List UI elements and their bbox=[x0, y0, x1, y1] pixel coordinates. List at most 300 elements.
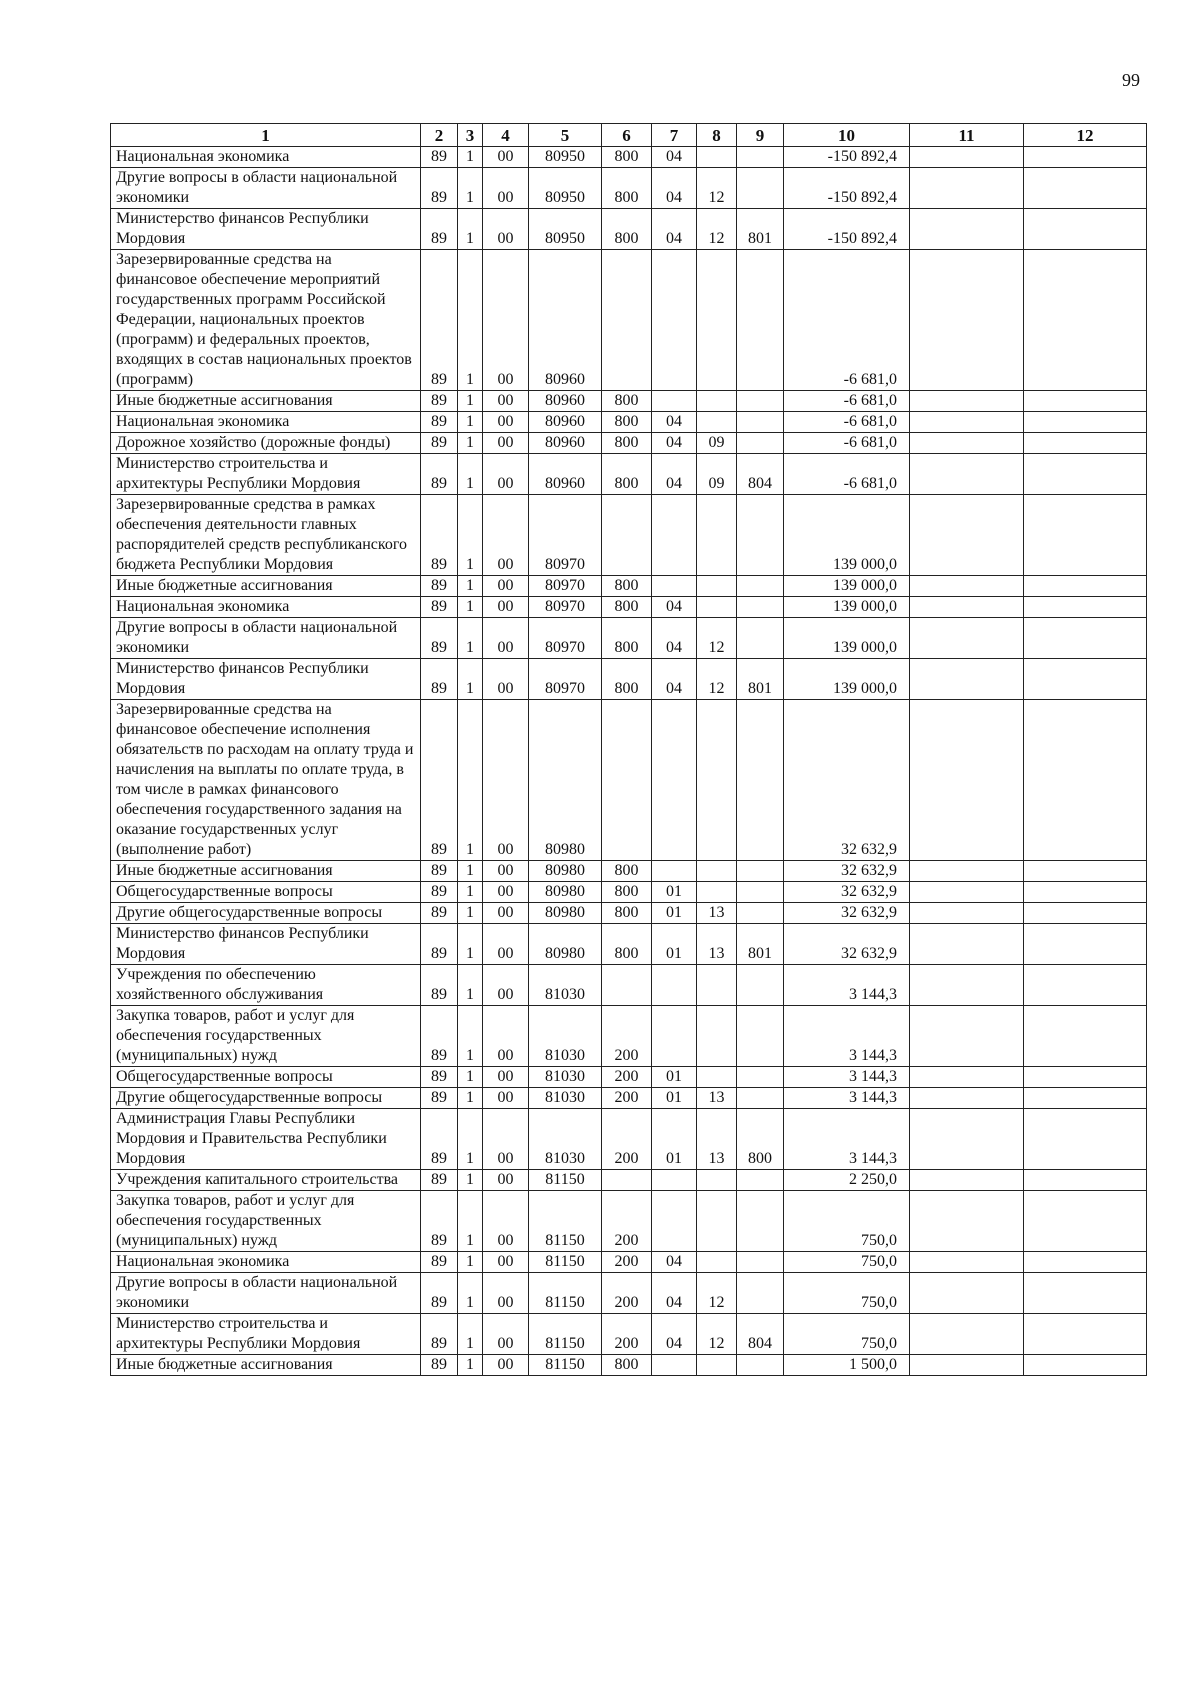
row-code-cell: 89 bbox=[421, 209, 458, 250]
row-code-cell: 80980 bbox=[529, 861, 602, 882]
row-amount: -150 892,4 bbox=[784, 168, 910, 209]
row-description: Министерство строительства и архитектуры Республики Мордовия bbox=[111, 1314, 421, 1355]
row-code-cell bbox=[737, 1273, 784, 1314]
row-code-cell bbox=[910, 700, 1024, 861]
row-code-cell: 1 bbox=[458, 882, 483, 903]
row-code-cell: 1 bbox=[458, 903, 483, 924]
column-header-10: 10 bbox=[784, 124, 910, 147]
row-description: Министерство финансов Республики Мордовия bbox=[111, 209, 421, 250]
row-code-cell: 800 bbox=[602, 576, 652, 597]
row-amount: 750,0 bbox=[784, 1273, 910, 1314]
row-code-cell: 89 bbox=[421, 250, 458, 391]
row-code-cell bbox=[697, 861, 737, 882]
row-code-cell: 81030 bbox=[529, 1006, 602, 1067]
row-code-cell: 89 bbox=[421, 412, 458, 433]
row-code-cell: 00 bbox=[483, 250, 529, 391]
row-amount: 139 000,0 bbox=[784, 576, 910, 597]
row-code-cell bbox=[737, 903, 784, 924]
row-code-cell: 89 bbox=[421, 1355, 458, 1376]
row-code-cell: 800 bbox=[602, 618, 652, 659]
row-code-cell bbox=[737, 391, 784, 412]
table-body bbox=[111, 147, 1147, 1376]
row-code-cell: 00 bbox=[483, 903, 529, 924]
row-amount: 3 144,3 bbox=[784, 1006, 910, 1067]
row-code-cell: 89 bbox=[421, 147, 458, 168]
table-row bbox=[111, 412, 1147, 433]
table-row bbox=[111, 1191, 1147, 1252]
row-code-cell bbox=[652, 495, 697, 576]
row-description: Иные бюджетные ассигнования bbox=[111, 576, 421, 597]
row-code-cell: 80960 bbox=[529, 454, 602, 495]
table-row bbox=[111, 391, 1147, 412]
row-code-cell: 04 bbox=[652, 1314, 697, 1355]
row-description: Иные бюджетные ассигнования bbox=[111, 861, 421, 882]
column-header-11: 11 bbox=[910, 124, 1024, 147]
row-code-cell bbox=[1024, 1109, 1147, 1170]
row-code-cell bbox=[697, 965, 737, 1006]
row-description: Национальная экономика bbox=[111, 412, 421, 433]
row-code-cell: 00 bbox=[483, 1006, 529, 1067]
row-code-cell bbox=[1024, 495, 1147, 576]
row-code-cell: 800 bbox=[602, 147, 652, 168]
row-code-cell: 89 bbox=[421, 1170, 458, 1191]
row-code-cell bbox=[697, 597, 737, 618]
table-row bbox=[111, 1170, 1147, 1191]
row-code-cell: 804 bbox=[737, 1314, 784, 1355]
row-code-cell bbox=[737, 1191, 784, 1252]
row-code-cell bbox=[910, 597, 1024, 618]
row-code-cell: 01 bbox=[652, 1088, 697, 1109]
row-code-cell bbox=[1024, 882, 1147, 903]
row-code-cell: 89 bbox=[421, 861, 458, 882]
row-code-cell bbox=[737, 168, 784, 209]
row-code-cell: 1 bbox=[458, 147, 483, 168]
row-code-cell: 800 bbox=[602, 659, 652, 700]
row-code-cell: 89 bbox=[421, 454, 458, 495]
table-row bbox=[111, 1067, 1147, 1088]
row-code-cell: 801 bbox=[737, 209, 784, 250]
row-code-cell: 1 bbox=[458, 1191, 483, 1252]
row-code-cell: 800 bbox=[737, 1109, 784, 1170]
row-code-cell bbox=[1024, 250, 1147, 391]
row-code-cell: 81150 bbox=[529, 1252, 602, 1273]
row-description: Учреждения капитального строительства bbox=[111, 1170, 421, 1191]
row-code-cell bbox=[910, 495, 1024, 576]
row-code-cell: 00 bbox=[483, 168, 529, 209]
row-code-cell: 04 bbox=[652, 1252, 697, 1273]
table-row bbox=[111, 209, 1147, 250]
row-code-cell: 1 bbox=[458, 1067, 483, 1088]
row-code-cell bbox=[697, 412, 737, 433]
row-code-cell bbox=[910, 250, 1024, 391]
row-code-cell: 89 bbox=[421, 1191, 458, 1252]
row-code-cell: 89 bbox=[421, 1088, 458, 1109]
column-header-7: 7 bbox=[652, 124, 697, 147]
row-code-cell: 800 bbox=[602, 433, 652, 454]
column-header-8: 8 bbox=[697, 124, 737, 147]
row-code-cell bbox=[910, 882, 1024, 903]
row-amount: -6 681,0 bbox=[784, 412, 910, 433]
row-code-cell bbox=[652, 965, 697, 1006]
row-code-cell bbox=[652, 1355, 697, 1376]
row-amount: 32 632,9 bbox=[784, 924, 910, 965]
row-code-cell bbox=[910, 1006, 1024, 1067]
row-code-cell: 00 bbox=[483, 1252, 529, 1273]
row-code-cell: 01 bbox=[652, 1067, 697, 1088]
row-amount: -6 681,0 bbox=[784, 433, 910, 454]
row-code-cell bbox=[737, 1355, 784, 1376]
column-header-2: 2 bbox=[421, 124, 458, 147]
row-description: Общегосударственные вопросы bbox=[111, 1067, 421, 1088]
row-code-cell bbox=[910, 659, 1024, 700]
table-row bbox=[111, 1314, 1147, 1355]
row-code-cell: 00 bbox=[483, 965, 529, 1006]
row-code-cell bbox=[737, 250, 784, 391]
row-code-cell: 00 bbox=[483, 1170, 529, 1191]
row-code-cell: 00 bbox=[483, 1088, 529, 1109]
table-row bbox=[111, 250, 1147, 391]
row-code-cell: 200 bbox=[602, 1191, 652, 1252]
row-code-cell bbox=[697, 1355, 737, 1376]
row-code-cell: 12 bbox=[697, 618, 737, 659]
row-code-cell bbox=[910, 1170, 1024, 1191]
row-code-cell: 13 bbox=[697, 924, 737, 965]
row-code-cell bbox=[602, 1170, 652, 1191]
row-code-cell bbox=[697, 147, 737, 168]
row-code-cell: 1 bbox=[458, 618, 483, 659]
row-code-cell: 00 bbox=[483, 576, 529, 597]
row-code-cell: 801 bbox=[737, 924, 784, 965]
row-code-cell: 89 bbox=[421, 1314, 458, 1355]
row-code-cell: 89 bbox=[421, 903, 458, 924]
row-code-cell: 81030 bbox=[529, 1109, 602, 1170]
row-code-cell: 200 bbox=[602, 1314, 652, 1355]
row-code-cell: 13 bbox=[697, 1088, 737, 1109]
table-row bbox=[111, 147, 1147, 168]
table-row bbox=[111, 618, 1147, 659]
row-code-cell: 80960 bbox=[529, 391, 602, 412]
row-code-cell bbox=[1024, 597, 1147, 618]
row-code-cell: 81150 bbox=[529, 1191, 602, 1252]
row-code-cell: 89 bbox=[421, 1067, 458, 1088]
row-amount: -150 892,4 bbox=[784, 209, 910, 250]
row-code-cell: 1 bbox=[458, 924, 483, 965]
row-code-cell bbox=[910, 1088, 1024, 1109]
table-row bbox=[111, 433, 1147, 454]
row-code-cell: 04 bbox=[652, 209, 697, 250]
row-code-cell: 80980 bbox=[529, 924, 602, 965]
row-code-cell: 80970 bbox=[529, 618, 602, 659]
row-code-cell: 80950 bbox=[529, 147, 602, 168]
row-code-cell: 04 bbox=[652, 454, 697, 495]
row-code-cell: 1 bbox=[458, 1355, 483, 1376]
row-code-cell bbox=[910, 965, 1024, 1006]
row-code-cell: 00 bbox=[483, 433, 529, 454]
row-code-cell: 89 bbox=[421, 168, 458, 209]
row-code-cell: 00 bbox=[483, 597, 529, 618]
row-description: Администрация Главы Республики Мордовия и Правительства Республики Мордовия bbox=[111, 1109, 421, 1170]
row-code-cell: 800 bbox=[602, 1355, 652, 1376]
table-row bbox=[111, 454, 1147, 495]
row-code-cell bbox=[737, 412, 784, 433]
budget-table bbox=[110, 123, 1147, 1376]
row-code-cell bbox=[652, 700, 697, 861]
row-code-cell: 80970 bbox=[529, 659, 602, 700]
table-row bbox=[111, 168, 1147, 209]
row-code-cell: 81150 bbox=[529, 1273, 602, 1314]
row-code-cell: 1 bbox=[458, 1252, 483, 1273]
column-header-3: 3 bbox=[458, 124, 483, 147]
row-code-cell: 12 bbox=[697, 1273, 737, 1314]
row-code-cell: 1 bbox=[458, 861, 483, 882]
row-code-cell bbox=[737, 882, 784, 903]
row-code-cell bbox=[737, 147, 784, 168]
row-code-cell: 200 bbox=[602, 1088, 652, 1109]
row-code-cell: 800 bbox=[602, 597, 652, 618]
row-amount: 139 000,0 bbox=[784, 659, 910, 700]
row-code-cell bbox=[1024, 147, 1147, 168]
row-description: Общегосударственные вопросы bbox=[111, 882, 421, 903]
column-header-6: 6 bbox=[602, 124, 652, 147]
row-code-cell: 800 bbox=[602, 454, 652, 495]
row-code-cell: 81150 bbox=[529, 1314, 602, 1355]
row-code-cell: 09 bbox=[697, 454, 737, 495]
row-description: Закупка товаров, работ и услуг для обеспечения государственных (муниципальных) нужд bbox=[111, 1006, 421, 1067]
row-code-cell: 00 bbox=[483, 882, 529, 903]
row-description: Закупка товаров, работ и услуг для обеспечения государственных (муниципальных) нужд bbox=[111, 1191, 421, 1252]
row-code-cell bbox=[697, 1006, 737, 1067]
row-code-cell: 89 bbox=[421, 495, 458, 576]
row-code-cell bbox=[910, 618, 1024, 659]
row-code-cell: 1 bbox=[458, 1314, 483, 1355]
table-row bbox=[111, 1252, 1147, 1273]
row-code-cell bbox=[1024, 209, 1147, 250]
row-code-cell: 00 bbox=[483, 924, 529, 965]
row-code-cell bbox=[602, 250, 652, 391]
row-code-cell bbox=[1024, 924, 1147, 965]
row-code-cell bbox=[652, 1006, 697, 1067]
row-code-cell bbox=[737, 576, 784, 597]
row-code-cell: 13 bbox=[697, 903, 737, 924]
row-code-cell: 89 bbox=[421, 1006, 458, 1067]
row-code-cell: 800 bbox=[602, 924, 652, 965]
row-description: Учреждения по обеспечению хозяйственного обслуживания bbox=[111, 965, 421, 1006]
row-code-cell: 200 bbox=[602, 1067, 652, 1088]
row-code-cell: 1 bbox=[458, 495, 483, 576]
row-code-cell bbox=[910, 1109, 1024, 1170]
table-row bbox=[111, 1088, 1147, 1109]
row-amount: 1 500,0 bbox=[784, 1355, 910, 1376]
row-amount: 139 000,0 bbox=[784, 597, 910, 618]
row-code-cell bbox=[652, 391, 697, 412]
row-code-cell: 00 bbox=[483, 454, 529, 495]
row-code-cell: 1 bbox=[458, 1088, 483, 1109]
row-code-cell: 04 bbox=[652, 168, 697, 209]
row-amount: 750,0 bbox=[784, 1252, 910, 1273]
row-code-cell: 1 bbox=[458, 250, 483, 391]
row-code-cell: 1 bbox=[458, 433, 483, 454]
row-code-cell: 01 bbox=[652, 924, 697, 965]
row-description: Зарезервированные средства на финансовое обеспечение мероприятий государственных программ Российской Федерации, национальных проектов (программ) и федеральных проектов, входящих в состав национальных проектов (программ) bbox=[111, 250, 421, 391]
row-amount: 32 632,9 bbox=[784, 861, 910, 882]
row-code-cell: 89 bbox=[421, 700, 458, 861]
row-description: Министерство финансов Республики Мордовия bbox=[111, 924, 421, 965]
row-code-cell bbox=[652, 250, 697, 391]
row-amount: -150 892,4 bbox=[784, 147, 910, 168]
column-header-5: 5 bbox=[529, 124, 602, 147]
row-code-cell bbox=[602, 965, 652, 1006]
row-code-cell: 00 bbox=[483, 1191, 529, 1252]
row-code-cell bbox=[1024, 391, 1147, 412]
row-code-cell: 00 bbox=[483, 659, 529, 700]
row-code-cell: 1 bbox=[458, 700, 483, 861]
row-code-cell bbox=[1024, 659, 1147, 700]
row-code-cell: 89 bbox=[421, 882, 458, 903]
row-amount: 32 632,9 bbox=[784, 882, 910, 903]
row-code-cell bbox=[1024, 1191, 1147, 1252]
row-description: Национальная экономика bbox=[111, 597, 421, 618]
column-header-1: 1 bbox=[111, 124, 421, 147]
row-code-cell: 89 bbox=[421, 1273, 458, 1314]
row-code-cell bbox=[1024, 1006, 1147, 1067]
row-amount: 32 632,9 bbox=[784, 903, 910, 924]
row-amount: -6 681,0 bbox=[784, 250, 910, 391]
row-amount: 32 632,9 bbox=[784, 700, 910, 861]
row-code-cell bbox=[1024, 168, 1147, 209]
row-code-cell: 12 bbox=[697, 209, 737, 250]
row-code-cell: 1 bbox=[458, 1170, 483, 1191]
row-code-cell: 00 bbox=[483, 1355, 529, 1376]
row-description: Министерство финансов Республики Мордовия bbox=[111, 659, 421, 700]
row-code-cell bbox=[737, 1067, 784, 1088]
row-amount: 2 250,0 bbox=[784, 1170, 910, 1191]
row-amount: 139 000,0 bbox=[784, 495, 910, 576]
row-code-cell: 1 bbox=[458, 412, 483, 433]
row-code-cell: 801 bbox=[737, 659, 784, 700]
row-code-cell bbox=[697, 495, 737, 576]
row-code-cell: 00 bbox=[483, 618, 529, 659]
row-amount: -6 681,0 bbox=[784, 391, 910, 412]
page-number: 99 bbox=[1122, 70, 1140, 90]
row-code-cell bbox=[1024, 576, 1147, 597]
row-code-cell bbox=[1024, 1273, 1147, 1314]
row-code-cell: 1 bbox=[458, 1006, 483, 1067]
row-code-cell bbox=[1024, 433, 1147, 454]
row-code-cell: 80960 bbox=[529, 250, 602, 391]
table-row bbox=[111, 576, 1147, 597]
row-amount: 750,0 bbox=[784, 1314, 910, 1355]
row-code-cell: 1 bbox=[458, 1273, 483, 1314]
table-row bbox=[111, 1109, 1147, 1170]
row-code-cell: 00 bbox=[483, 495, 529, 576]
row-code-cell bbox=[1024, 1088, 1147, 1109]
row-code-cell: 800 bbox=[602, 882, 652, 903]
row-description: Другие вопросы в области национальной экономики bbox=[111, 618, 421, 659]
row-code-cell: 1 bbox=[458, 168, 483, 209]
row-code-cell bbox=[910, 1191, 1024, 1252]
row-code-cell: 00 bbox=[483, 209, 529, 250]
row-code-cell: 00 bbox=[483, 147, 529, 168]
row-code-cell: 00 bbox=[483, 1067, 529, 1088]
row-code-cell: 00 bbox=[483, 1314, 529, 1355]
row-code-cell: 00 bbox=[483, 412, 529, 433]
row-code-cell bbox=[910, 924, 1024, 965]
row-code-cell bbox=[697, 391, 737, 412]
row-code-cell: 200 bbox=[602, 1273, 652, 1314]
row-code-cell: 1 bbox=[458, 209, 483, 250]
row-code-cell bbox=[910, 903, 1024, 924]
row-code-cell: 89 bbox=[421, 1252, 458, 1273]
row-code-cell bbox=[910, 391, 1024, 412]
row-code-cell: 1 bbox=[458, 391, 483, 412]
row-description: Иные бюджетные ассигнования bbox=[111, 1355, 421, 1376]
row-code-cell: 81030 bbox=[529, 1067, 602, 1088]
table-row bbox=[111, 861, 1147, 882]
row-code-cell: 04 bbox=[652, 433, 697, 454]
row-amount: 3 144,3 bbox=[784, 965, 910, 1006]
row-code-cell bbox=[1024, 700, 1147, 861]
row-code-cell: 00 bbox=[483, 1109, 529, 1170]
table-row bbox=[111, 700, 1147, 861]
row-code-cell: 1 bbox=[458, 1109, 483, 1170]
row-code-cell bbox=[737, 597, 784, 618]
table-row bbox=[111, 495, 1147, 576]
row-code-cell: 01 bbox=[652, 903, 697, 924]
table-row bbox=[111, 965, 1147, 1006]
row-code-cell: 04 bbox=[652, 1273, 697, 1314]
row-code-cell: 89 bbox=[421, 597, 458, 618]
column-header-4: 4 bbox=[483, 124, 529, 147]
row-code-cell: 80980 bbox=[529, 882, 602, 903]
row-code-cell: 89 bbox=[421, 391, 458, 412]
row-description: Другие вопросы в области национальной экономики bbox=[111, 1273, 421, 1314]
row-code-cell: 1 bbox=[458, 659, 483, 700]
table-row bbox=[111, 659, 1147, 700]
row-code-cell: 80950 bbox=[529, 168, 602, 209]
row-code-cell: 1 bbox=[458, 576, 483, 597]
row-code-cell bbox=[652, 861, 697, 882]
row-description: Другие вопросы в области национальной экономики bbox=[111, 168, 421, 209]
row-code-cell bbox=[697, 700, 737, 861]
row-code-cell: 12 bbox=[697, 659, 737, 700]
row-code-cell: 800 bbox=[602, 168, 652, 209]
row-amount: -6 681,0 bbox=[784, 454, 910, 495]
row-code-cell bbox=[910, 1067, 1024, 1088]
row-code-cell bbox=[1024, 965, 1147, 1006]
row-code-cell bbox=[737, 495, 784, 576]
row-code-cell bbox=[910, 412, 1024, 433]
row-code-cell: 81030 bbox=[529, 965, 602, 1006]
row-code-cell: 89 bbox=[421, 618, 458, 659]
row-amount: 3 144,3 bbox=[784, 1088, 910, 1109]
row-code-cell: 80980 bbox=[529, 903, 602, 924]
row-code-cell bbox=[602, 700, 652, 861]
row-code-cell: 81030 bbox=[529, 1088, 602, 1109]
row-code-cell bbox=[652, 576, 697, 597]
row-code-cell bbox=[697, 576, 737, 597]
row-code-cell bbox=[697, 1170, 737, 1191]
row-code-cell bbox=[652, 1170, 697, 1191]
row-amount: 3 144,3 bbox=[784, 1109, 910, 1170]
row-description: Другие общегосударственные вопросы bbox=[111, 903, 421, 924]
row-code-cell: 80970 bbox=[529, 576, 602, 597]
row-code-cell bbox=[697, 1252, 737, 1273]
row-description: Национальная экономика bbox=[111, 147, 421, 168]
row-code-cell bbox=[1024, 454, 1147, 495]
row-code-cell bbox=[737, 1252, 784, 1273]
row-code-cell: 80950 bbox=[529, 209, 602, 250]
row-code-cell: 1 bbox=[458, 965, 483, 1006]
